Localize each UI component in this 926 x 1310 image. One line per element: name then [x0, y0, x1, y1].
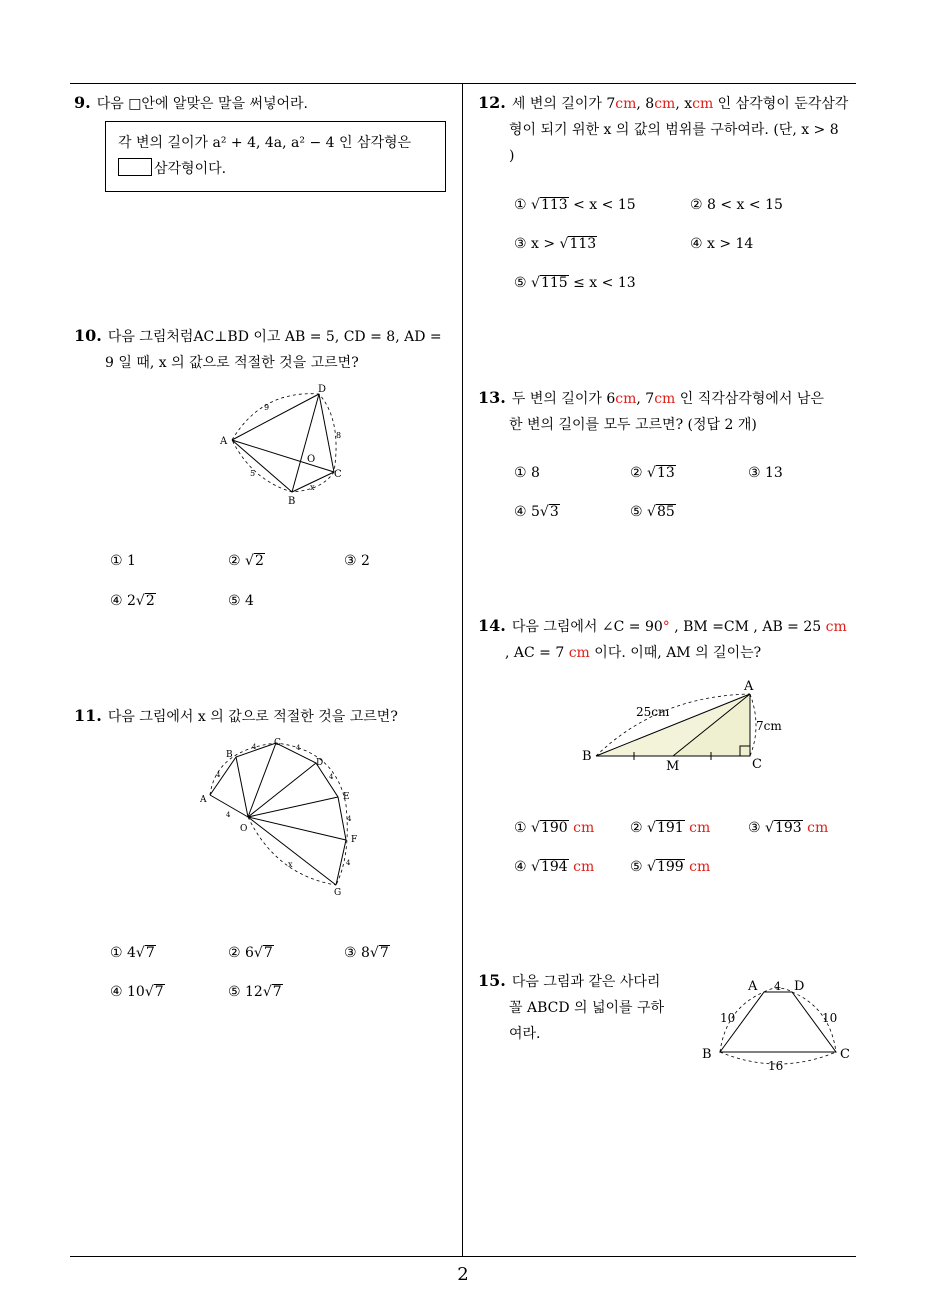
choice-3[interactable]: ③ √193 cm [748, 820, 829, 836]
label-d: D [318, 384, 327, 395]
label-b: B [702, 1047, 712, 1062]
text-part: , 8 [636, 96, 655, 112]
label-a: A [744, 679, 754, 694]
label-d: D [794, 979, 805, 994]
page-number: 2 [457, 1264, 469, 1285]
question-number: 10. [74, 326, 102, 345]
question-text: 다음 그림에서 x 의 값으로 적절한 것을 고르면? [107, 709, 398, 725]
choice-4[interactable]: ④ 10√7 [110, 984, 164, 1000]
label-cd: 8 [336, 431, 342, 440]
question-number: 12. [478, 93, 506, 112]
label-g: G [334, 888, 342, 898]
text-part: 두 변의 길이가 6 [511, 391, 616, 407]
choice-2[interactable]: ② √2 [228, 553, 264, 569]
label-ad: 9 [264, 403, 270, 412]
question-number: 15. [478, 971, 506, 990]
question-15 [478, 968, 664, 1047]
label-d: D [316, 758, 324, 768]
question-10 [74, 323, 442, 376]
question-line-2: 꼴 ABCD 의 넓이를 구하 [509, 1000, 665, 1016]
unit-cm: cm [654, 391, 676, 407]
choice-2[interactable]: ② 8 < x < 15 [690, 197, 783, 213]
unit-cm: cm [568, 645, 590, 661]
question-line-3: ) [509, 148, 515, 164]
unit-cm: cm [825, 619, 847, 635]
question-10-figure [212, 380, 362, 505]
label-a: A [200, 795, 207, 805]
label-a: A [748, 979, 758, 994]
text-part: , AC = 7 [505, 645, 565, 661]
label-dc: 10 [822, 1011, 838, 1025]
label-ab: 5 [250, 469, 256, 478]
choice-4[interactable]: ④ 2√2 [110, 593, 155, 609]
choice-1[interactable]: ① √190 cm [514, 820, 595, 836]
question-14 [478, 613, 847, 666]
label-c: C [274, 738, 281, 748]
label-x: x [310, 483, 315, 492]
choice-1[interactable]: ① √113 < x < 15 [514, 197, 636, 213]
label-c: C [840, 1047, 850, 1062]
box-line-2: 삼각형이다. [154, 161, 227, 177]
choice-2[interactable]: ② √13 [630, 465, 675, 481]
column-divider [462, 83, 463, 1256]
label-o: O [307, 454, 316, 465]
label-4b: 4 [296, 744, 301, 752]
text-part: 이다. 이때, AM 의 길이는? [589, 645, 762, 661]
question-9 [74, 90, 308, 117]
label-ab: 25cm [636, 705, 670, 719]
label-c: C [752, 757, 762, 772]
choice-4[interactable]: ④ x > 14 [690, 236, 754, 252]
label-f: F [351, 835, 358, 845]
label-c: C [334, 469, 342, 480]
choice-3[interactable]: ③ x > √113 [514, 236, 597, 252]
label-b: B [226, 750, 233, 760]
text-part: , 7 [636, 391, 655, 407]
choice-1[interactable]: ① 8 [514, 465, 540, 481]
question-text: 다음 □안에 알맞은 말을 써넣어라. [96, 96, 308, 112]
box-line-1: 각 변의 길이가 a² + 4, 4a, a² − 4 인 삼각형은 [118, 135, 412, 151]
top-rule [70, 83, 856, 84]
text-part: 세 변의 길이가 7 [511, 96, 616, 112]
label-o: O [240, 824, 248, 834]
question-line-1: 다음 그림처럼AC⊥BD 이고 AB = 5, CD = 8, AD = [107, 329, 442, 345]
question-line-2: 9 일 때, x 의 값으로 적절한 것을 고르면? [105, 355, 359, 371]
question-number: 9. [74, 93, 91, 112]
unit-cm: cm [654, 96, 676, 112]
choice-5[interactable]: ⑤ √115 ≤ x < 13 [514, 275, 636, 291]
label-a: A [220, 436, 228, 447]
question-line-3: 여라. [509, 1026, 541, 1042]
choice-1[interactable]: ① 1 [110, 553, 136, 569]
label-b: B [582, 749, 592, 764]
choice-3[interactable]: ③ 13 [748, 465, 783, 481]
choice-5[interactable]: ⑤ 12√7 [228, 984, 282, 1000]
label-4a: 4 [252, 743, 257, 751]
question-number: 14. [478, 616, 506, 635]
question-line-1: 다음 그림과 같은 사다리 [511, 974, 661, 990]
choice-5[interactable]: ⑤ √85 [630, 504, 675, 520]
choice-4[interactable]: ④ √194 cm [514, 859, 595, 875]
label-4c: 4 [329, 773, 334, 781]
choice-4[interactable]: ④ 5√3 [514, 504, 559, 520]
choice-5[interactable]: ⑤ √199 cm [630, 859, 711, 875]
text-part: 인 직각삼각형에서 남은 [675, 391, 824, 407]
choice-3[interactable]: ③ 2 [344, 553, 370, 569]
question-number: 13. [478, 388, 506, 407]
label-4e: 4 [346, 859, 351, 867]
question-13 [478, 385, 824, 438]
unit-cm: cm [615, 391, 637, 407]
bottom-rule [70, 1256, 856, 1257]
question-12 [478, 90, 848, 169]
choice-1[interactable]: ① 4√7 [110, 945, 155, 961]
answer-blank[interactable] [118, 158, 152, 176]
label-bc: 16 [768, 1059, 784, 1073]
question-15-figure [698, 972, 858, 1077]
label-e: E [343, 792, 350, 802]
question-line-2: 한 변의 길이를 모두 고르면? (정답 2 개) [509, 417, 757, 433]
choice-5[interactable]: ⑤ 4 [228, 593, 254, 609]
label-4g: 4 [226, 811, 231, 819]
label-ad: 4 [774, 980, 781, 993]
degree-sign: ° [662, 619, 670, 635]
unit-cm: cm [615, 96, 637, 112]
question-9-box [105, 121, 446, 192]
question-11-figure [196, 735, 366, 900]
text-part: 인 삼각형이 둔각삼각 [713, 96, 849, 112]
label-m: M [666, 759, 680, 774]
choice-2[interactable]: ② √191 cm [630, 820, 711, 836]
choice-3[interactable]: ③ 8√7 [344, 945, 389, 961]
label-b: B [288, 496, 296, 505]
question-11 [74, 703, 398, 730]
question-line-2: 형이 되기 위한 x 의 값의 범위를 구하여라. (단, x > 8 [509, 122, 839, 138]
label-x: x [288, 860, 293, 869]
question-14-figure [578, 676, 788, 776]
choice-2[interactable]: ② 6√7 [228, 945, 273, 961]
label-ac: 7cm [756, 719, 782, 733]
label-ab: 10 [720, 1011, 736, 1025]
label-4d: 4 [347, 815, 352, 823]
text-part: , x [675, 96, 693, 112]
label-4f: 4 [216, 771, 221, 779]
question-number: 11. [74, 706, 102, 725]
unit-cm: cm [692, 96, 714, 112]
text-part: 다음 그림에서 ∠C = 90 [511, 619, 663, 635]
text-part: , BM =CM , AB = 25 [669, 619, 822, 635]
